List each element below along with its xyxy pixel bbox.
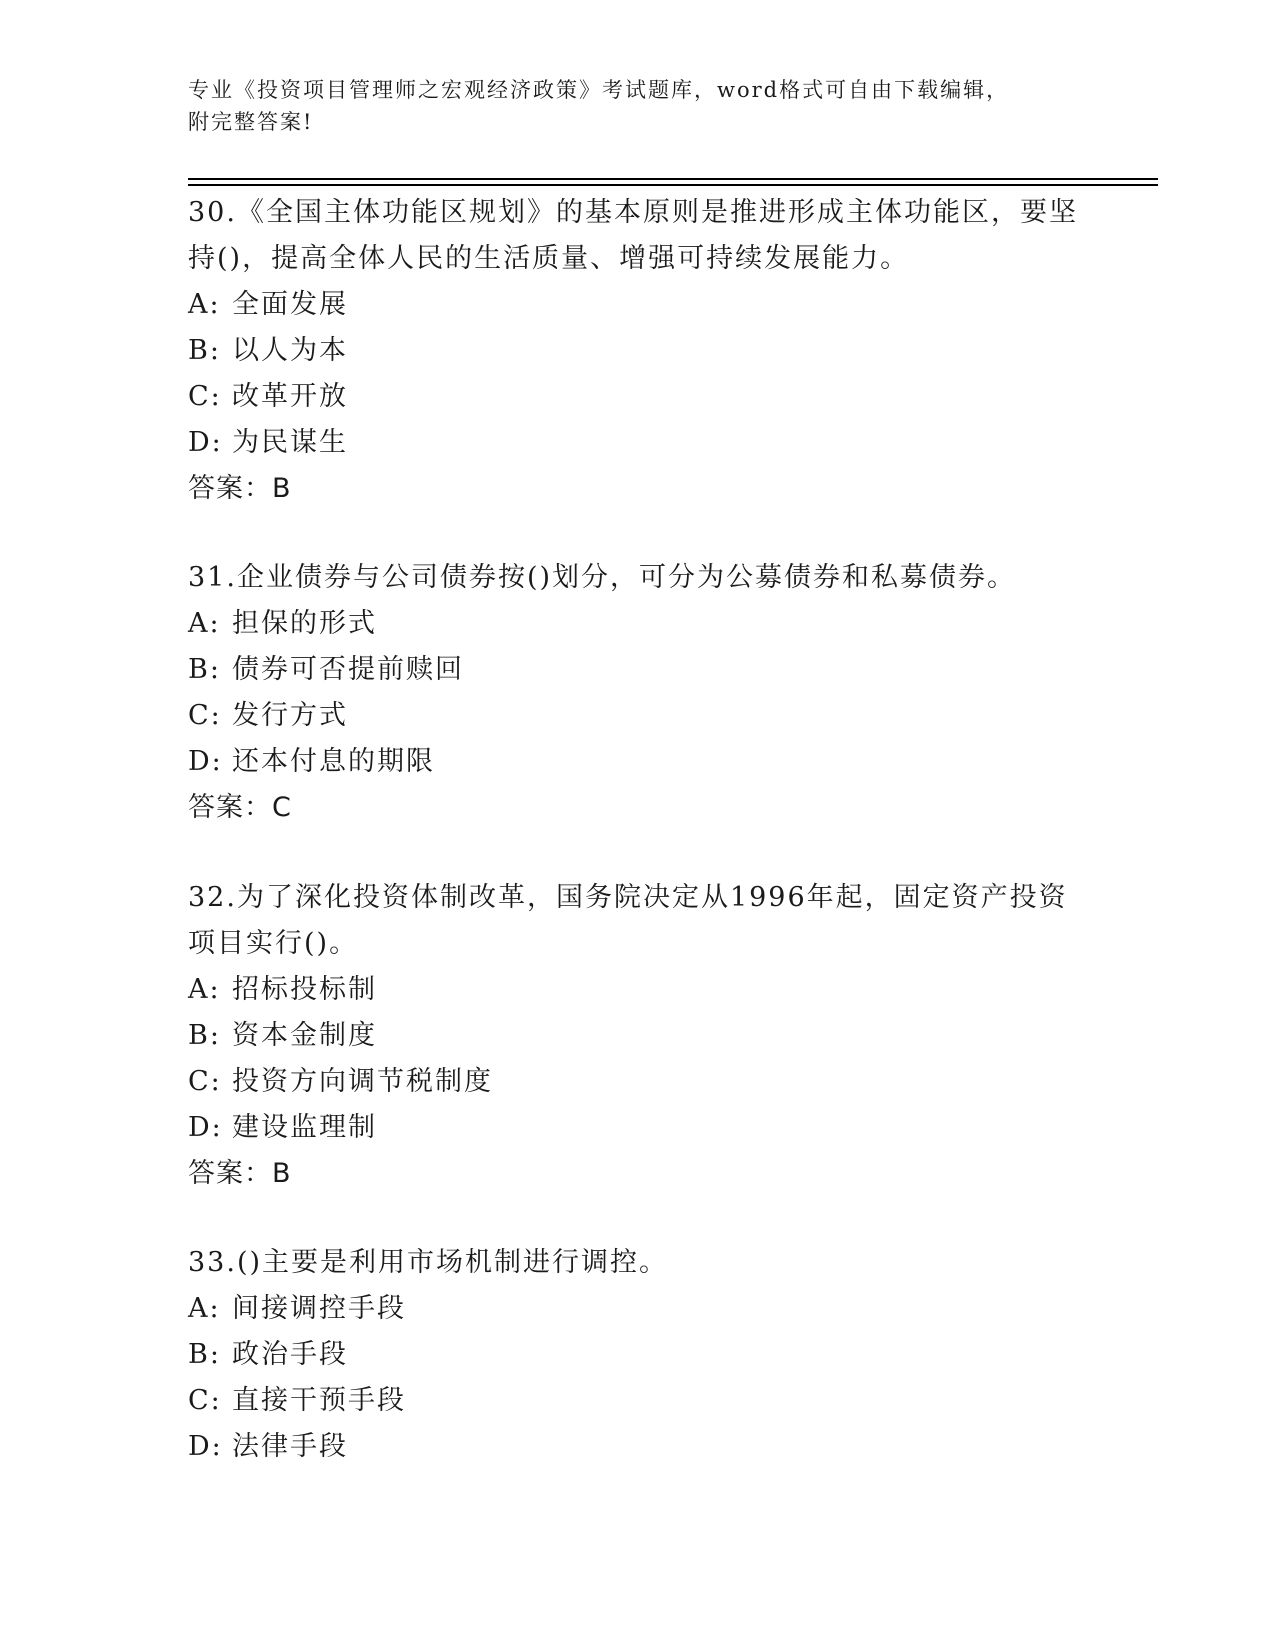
option-letter: D: (188, 427, 223, 458)
option-text: 发行方式 (232, 700, 348, 731)
option-text: 建设监理制 (232, 1112, 377, 1143)
option-text: 投资方向调节税制度 (232, 1066, 493, 1097)
question-stem-line: 30.《全国主体功能区规划》的基本原则是推进形成主体功能区，要坚 (188, 197, 1078, 228)
option-c (188, 374, 1088, 420)
option-letter: C: (188, 1385, 222, 1416)
option-letter: A: (188, 608, 221, 639)
option-d (188, 1424, 1088, 1470)
question-stem-line: 项目实行()。 (188, 928, 359, 959)
option-a (188, 967, 1088, 1013)
document-header (188, 74, 1068, 138)
option-a (188, 601, 1088, 647)
question-33 (188, 1240, 1088, 1470)
option-text: 间接调控手段 (232, 1293, 406, 1324)
option-letter: C: (188, 1066, 222, 1097)
option-d (188, 420, 1088, 466)
option-letter: C: (188, 700, 222, 731)
question-stem-line: 32.为了深化投资体制改革，国务院决定从1996年起，固定资产投资 (188, 882, 1068, 913)
question-stem-line: 31.企业债券与公司债券按()划分，可分为公募债券和私募债券。 (188, 562, 1017, 593)
option-letter: A: (188, 974, 221, 1005)
answer-line: 答案：B (188, 473, 292, 504)
header-line-1: 专业《投资项目管理师之宏观经济政策》考试题库，word格式可自由下载编辑， (188, 78, 1010, 102)
option-d (188, 1105, 1088, 1151)
answer-line: 答案：B (188, 1158, 292, 1189)
option-text: 以人为本 (232, 335, 348, 366)
option-letter: B: (188, 1339, 221, 1370)
option-letter: D: (188, 1431, 223, 1462)
option-text: 担保的形式 (232, 608, 377, 639)
question-32 (188, 875, 1088, 1197)
question-stem-line: 33.()主要是利用市场机制进行调控。 (188, 1247, 669, 1278)
option-c (188, 693, 1088, 739)
option-letter: B: (188, 335, 221, 366)
option-letter: D: (188, 1112, 223, 1143)
header-divider-bottom (188, 184, 1158, 186)
option-letter: A: (188, 1293, 221, 1324)
option-letter: B: (188, 1020, 221, 1051)
answer-line: 答案：C (188, 792, 292, 823)
option-letter: D: (188, 746, 223, 777)
option-b (188, 1332, 1088, 1378)
option-text: 改革开放 (232, 381, 348, 412)
option-text: 直接干预手段 (232, 1385, 406, 1416)
option-text: 债券可否提前赎回 (232, 654, 464, 685)
question-stem-line: 持()，提高全体人民的生活质量、增强可持续发展能力。 (188, 243, 910, 274)
question-30 (188, 190, 1088, 512)
option-text: 政治手段 (232, 1339, 348, 1370)
option-a (188, 1286, 1088, 1332)
option-b (188, 647, 1088, 693)
option-text: 法律手段 (232, 1431, 348, 1462)
option-text: 为民谋生 (232, 427, 348, 458)
option-text: 资本金制度 (232, 1020, 377, 1051)
option-c (188, 1059, 1088, 1105)
option-a (188, 282, 1088, 328)
option-b (188, 1013, 1088, 1059)
option-letter: A: (188, 289, 221, 320)
header-divider-top (188, 178, 1158, 180)
option-letter: C: (188, 381, 222, 412)
option-c (188, 1378, 1088, 1424)
option-letter: B: (188, 654, 221, 685)
question-31 (188, 555, 1088, 831)
option-text: 全面发展 (232, 289, 348, 320)
header-line-2: 附完整答案! (188, 110, 314, 134)
option-b (188, 328, 1088, 374)
option-d (188, 739, 1088, 785)
option-text: 招标投标制 (232, 974, 377, 1005)
option-text: 还本付息的期限 (232, 746, 435, 777)
